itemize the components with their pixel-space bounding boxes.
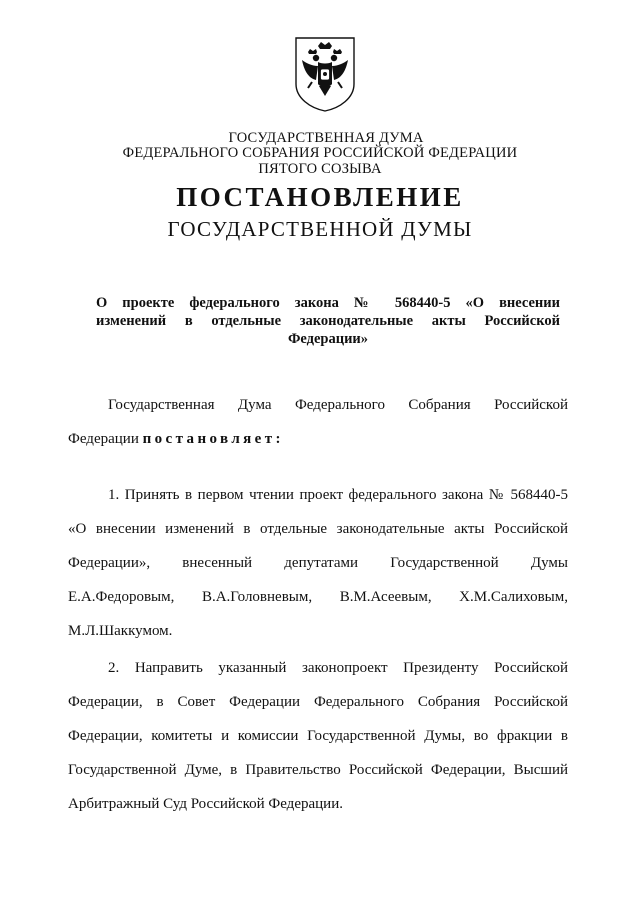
paragraph-2 — [68, 659, 568, 829]
org-line-federal-assembly: ФЕДЕРАЛЬНОГО СОБРАНИЯ РОССИЙСКОЙ ФЕДЕРАЦИИ — [122, 145, 518, 161]
org-line-duma: ГОСУДАРСТВЕННАЯ ДУМА — [228, 130, 424, 146]
paragraph-line: Государственной Думе, в Правительство Российской Федерации, Высший — [68, 762, 568, 778]
subject-line: изменений в отдельные законодательные акты Российской — [96, 313, 560, 329]
org-line-convocation: ПЯТОГО СОЗЫВА — [258, 161, 382, 177]
intro-line: Государственная Дума Федерального Собрания Российской — [108, 397, 568, 413]
subject-line: Федерации» — [287, 331, 369, 347]
paragraph-1 — [68, 486, 568, 656]
resolution-subject — [96, 294, 560, 348]
coat-of-arms-icon — [294, 36, 356, 112]
document-title: ПОСТАНОВЛЕНИЕ — [176, 182, 464, 212]
resolves-word: постановляет: — [142, 431, 284, 447]
paragraph-line: Федерации», внесенный депутатами Государственной Думы — [68, 555, 568, 571]
paragraph-line: «О внесении изменений в отдельные законодательные акты Российской — [68, 521, 568, 537]
paragraph-line: 2. Направить указанный законопроект Президенту Российской — [108, 660, 568, 676]
document-subtitle: ГОСУДАРСТВЕННОЙ ДУМЫ — [167, 217, 473, 241]
subject-line: О проекте федерального закона № 568440-5 «О внесении — [96, 295, 560, 311]
paragraph-line: Е.А.Федоровым, В.А.Головневым, В.М.Асеевым, Х.М.Салиховым, — [68, 589, 568, 605]
paragraph-line: Федерации, в Совет Федерации Федерального Собрания Российской — [68, 694, 568, 710]
intro-text: Федерации — [68, 431, 143, 447]
intro-line — [68, 430, 568, 464]
paragraph-line: М.Л.Шаккумом. — [68, 623, 173, 639]
paragraph-line: 1. Принять в первом чтении проект федерального закона № 568440-5 — [108, 487, 568, 503]
paragraph-line: Федерации, комитеты и комиссии Государственной Думы, во фракции в — [68, 728, 568, 744]
intro-paragraph — [68, 396, 568, 464]
paragraph-line: Арбитражный Суд Российской Федерации. — [68, 796, 343, 812]
